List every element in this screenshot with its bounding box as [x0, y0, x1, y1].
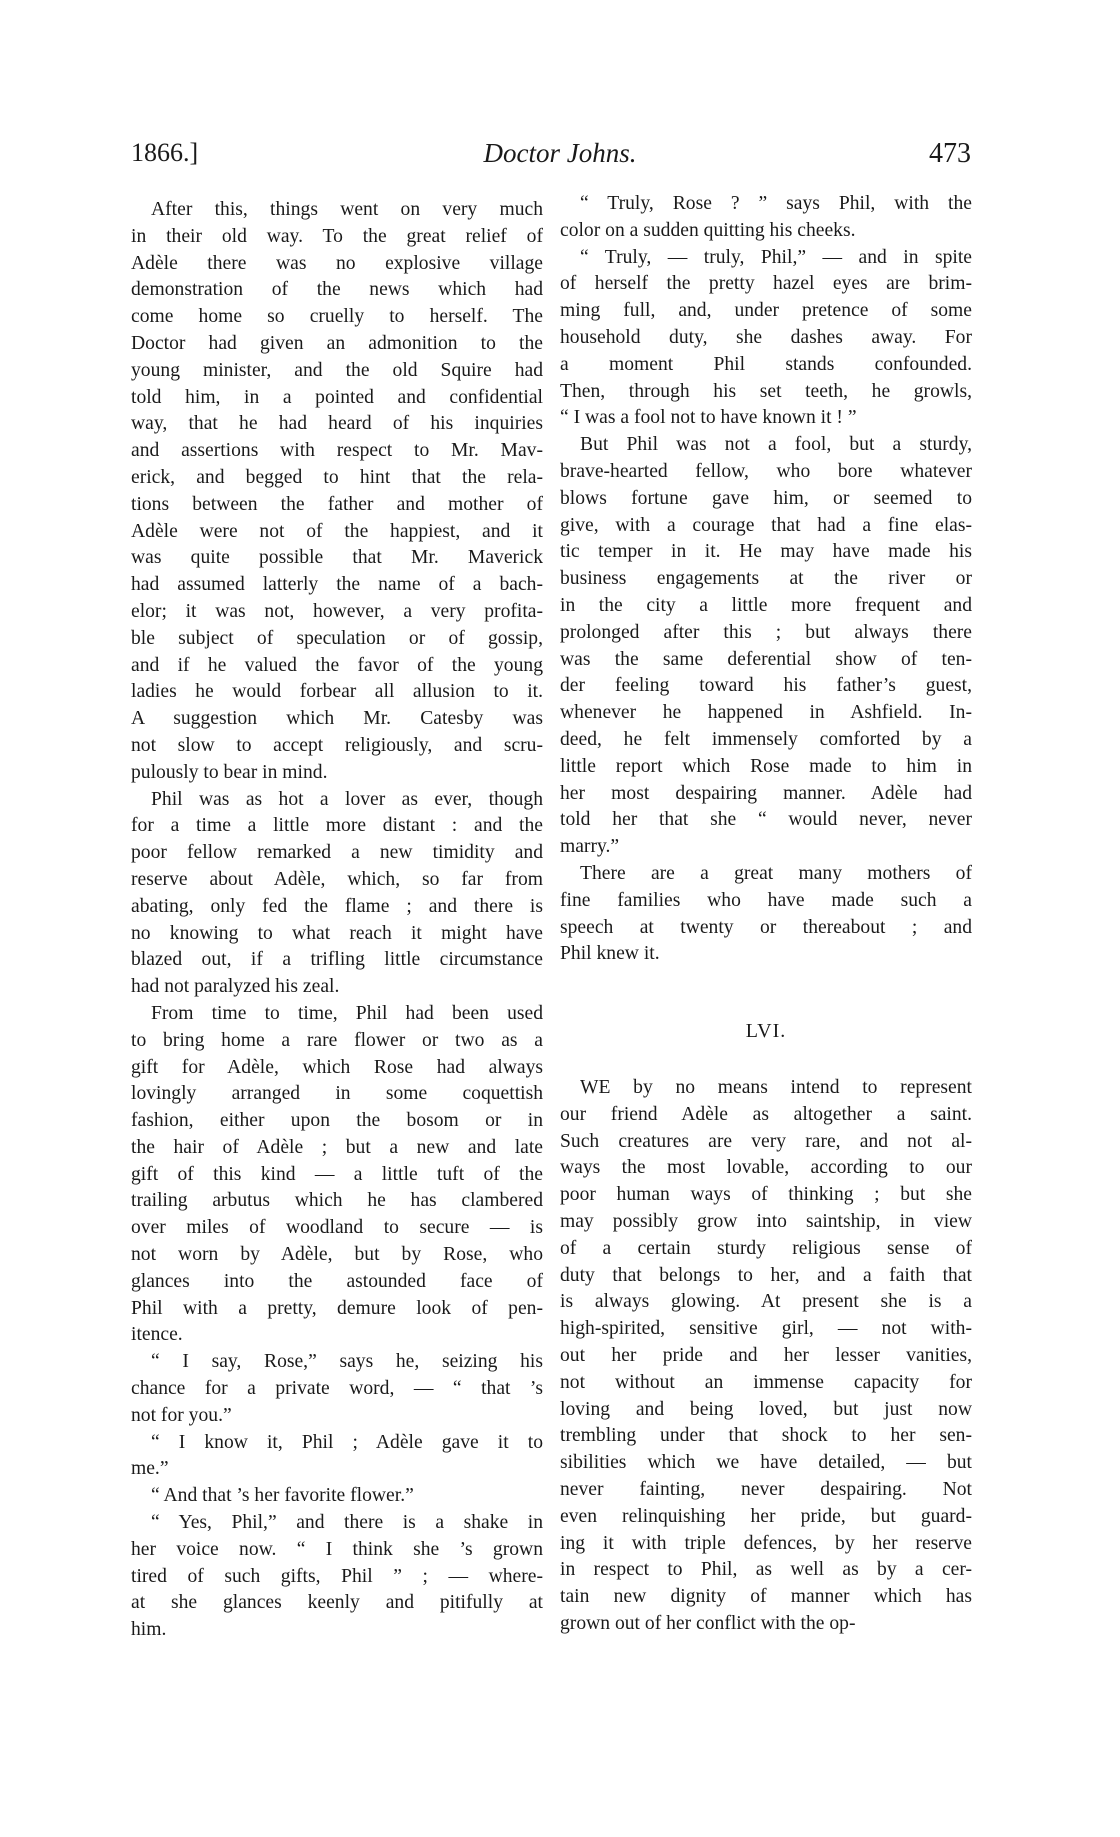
text-line: gift for Adèle, which Rose had always	[131, 1056, 543, 1078]
text-line: not for you.”	[131, 1404, 232, 1426]
text-line: blows fortune gave him, or seemed to	[560, 487, 972, 509]
text-line: ble subject of speculation or of gossip,	[131, 627, 543, 649]
text-line: der feeling toward his father’s guest,	[560, 675, 972, 697]
text-line: abating, only fed the flame ; and there is	[131, 895, 543, 917]
text-line: “ Truly, Rose ? ” says Phil, with the	[580, 193, 972, 214]
text-line: not without an immense capacity for	[560, 1371, 972, 1393]
text-line: her voice now. “ I think she ’s grown	[131, 1538, 543, 1560]
text-line: Phil was as hot a lover as ever, though	[151, 788, 543, 810]
text-line: and if he valued the favor of the young	[131, 654, 543, 676]
text-line: no knowing to what reach it might have	[131, 922, 543, 944]
text-line: at she glances keenly and pitifully at	[131, 1592, 543, 1614]
paragraph	[560, 245, 972, 433]
text-line: come home so cruelly to herself. The	[131, 306, 543, 328]
text-line: Phil knew it.	[560, 943, 660, 965]
text-line: loving and being loved, but just now	[560, 1398, 972, 1420]
text-line: “ I say, Rose,” says he, seizing his	[151, 1351, 543, 1373]
text-line: Doctor had given an admonition to the	[131, 332, 543, 354]
paragraph	[560, 432, 972, 861]
right-column-lower	[560, 1075, 972, 1638]
text-line: “ I know it, Phil ; Adèle gave it to	[151, 1431, 543, 1453]
running-head-date: 1866.]	[131, 138, 199, 167]
paragraph	[131, 1430, 543, 1484]
text-line: Adèle there was no explosive village	[131, 252, 543, 274]
text-line: him.	[131, 1619, 167, 1641]
text-line: trailing arbutus which he has clambered	[131, 1190, 543, 1212]
text-line: household duty, she dashes away. For	[560, 326, 972, 348]
text-line: tired of such gifts, Phil ” ; — where-	[131, 1565, 543, 1587]
text-line: may possibly grow into saintship, in view	[560, 1210, 972, 1232]
text-line: tic temper in it. He may have made his	[560, 541, 972, 563]
text-line: for a time a little more distant : and the	[131, 815, 543, 837]
text-line: After this, things went on very much	[151, 199, 543, 220]
text-line: out her pride and her lesser vanities,	[560, 1344, 972, 1366]
text-line: From time to time, Phil had been used	[151, 1002, 543, 1024]
text-line: lovingly arranged in some coquettish	[131, 1083, 543, 1105]
paragraph	[560, 861, 972, 968]
text-line: grown out of her conflict with the op-	[560, 1612, 856, 1634]
text-line: had not paralyzed his zeal.	[131, 976, 340, 998]
left-column	[131, 197, 543, 1644]
text-line: is always glowing. At present she is a	[560, 1291, 972, 1313]
text-line: never fainting, never despairing. Not	[560, 1478, 972, 1500]
text-line: in respect to Phil, as well as by a cer-	[560, 1559, 972, 1581]
text-line: of herself the pretty hazel eyes are brim-	[560, 273, 972, 295]
page-number: 473	[929, 138, 971, 169]
text-line: poor fellow remarked a new timidity and	[131, 842, 543, 864]
paragraph	[131, 787, 543, 1001]
text-line: “ I was a fool not to have known it ! ”	[560, 407, 857, 429]
text-line: tions between the father and mother of	[131, 493, 543, 515]
text-line: ladies he would forbear all allusion to it.	[131, 681, 543, 703]
text-line: “ Yes, Phil,” and there is a shake in	[151, 1512, 543, 1534]
running-head-title: Doctor Johns.	[483, 138, 637, 168]
text-line: Adèle were not of the happiest, and it	[131, 520, 543, 542]
text-line: in their old way. To the great relief of	[131, 225, 543, 247]
chapter-heading: LVI.	[745, 1020, 787, 1042]
text-line: ways the most lovable, according to our	[560, 1157, 972, 1179]
paragraph	[560, 1075, 972, 1638]
text-line: brave-hearted fellow, who bore whatever	[560, 460, 972, 482]
text-line: fine families who have made such a	[560, 889, 972, 911]
text-line: ing it with triple defences, by her reserve	[560, 1532, 972, 1554]
text-line: was quite possible that Mr. Maverick	[131, 547, 543, 569]
text-line: sibilities which we have detailed, — but	[560, 1452, 972, 1474]
text-line: reserve about Adèle, which, so far from	[131, 868, 543, 890]
text-line: to bring home a rare flower or two as a	[131, 1029, 543, 1051]
text-line: me.”	[131, 1458, 169, 1480]
text-line: not slow to accept religiously, and scru-	[131, 734, 543, 756]
text-line: blazed out, if a trifling little circumstance	[131, 949, 543, 971]
text-line: way, that he had heard of his inquiries	[131, 413, 543, 435]
text-line: her most despairing manner. Adèle had	[560, 782, 972, 804]
text-line: told her that she “ would never, never	[560, 809, 972, 831]
text-line: There are a great many mothers of	[580, 862, 972, 884]
text-line: “ Truly, — truly, Phil,” — and in spite	[580, 246, 972, 268]
text-line: speech at twenty or thereabout ; and	[560, 916, 972, 938]
text-line: fashion, either upon the bosom or in	[131, 1110, 543, 1132]
text-line: whenever he happened in Ashfield. In-	[560, 702, 972, 724]
text-line: itence.	[131, 1324, 183, 1346]
text-line: little report which Rose made to him in	[560, 755, 972, 777]
paragraph	[131, 1349, 543, 1429]
text-line: marry.”	[560, 836, 620, 858]
text-line: glances into the astounded face of	[131, 1270, 543, 1292]
text-line: deed, he felt immensely comforted by a	[560, 728, 972, 750]
paragraph	[131, 1001, 543, 1349]
text-line: demonstration of the news which had	[131, 279, 543, 301]
text-line: of a certain sturdy religious sense of	[560, 1237, 972, 1259]
text-line: was the same deferential show of ten-	[560, 648, 972, 670]
text-line: high-spirited, sensitive girl, — not with-	[560, 1318, 972, 1340]
text-line: had assumed latterly the name of a bach-	[131, 574, 543, 596]
text-line: elor; it was not, however, a very profita-	[131, 600, 543, 622]
right-column-upper	[560, 191, 972, 968]
paragraph	[131, 197, 543, 787]
paragraph	[131, 1483, 543, 1510]
text-line: the hair of Adèle ; but a new and late	[131, 1136, 543, 1158]
text-line: even relinquishing her pride, but guard-	[560, 1505, 972, 1527]
text-line: our friend Adèle as altogether a saint.	[560, 1103, 972, 1125]
text-line: told him, in a pointed and confidential	[131, 386, 543, 408]
text-line: trembling under that shock to her sen-	[560, 1425, 972, 1447]
text-line: in the city a little more frequent and	[560, 594, 972, 616]
text-line: gift of this kind — a little tuft of the	[131, 1163, 543, 1185]
text-line: business engagements at the river or	[560, 568, 972, 590]
paragraph	[560, 191, 972, 245]
text-line: Such creatures are very rare, and not al-	[560, 1130, 972, 1152]
text-line: not worn by Adèle, but by Rose, who	[131, 1244, 543, 1266]
text-line: tain new dignity of manner which has	[560, 1586, 972, 1608]
text-line: a moment Phil stands confounded.	[560, 353, 972, 375]
paragraph	[131, 1510, 543, 1644]
text-line: over miles of woodland to secure — is	[131, 1217, 543, 1239]
text-line: poor human ways of thinking ; but she	[560, 1184, 972, 1206]
text-line: chance for a private word, — “ that ’s	[131, 1378, 543, 1400]
text-line: duty that belongs to her, and a faith that	[560, 1264, 972, 1286]
text-line: pulously to bear in mind.	[131, 761, 328, 783]
text-line: prolonged after this ; but always there	[560, 621, 972, 643]
text-line: color on a sudden quitting his cheeks.	[560, 219, 856, 241]
text-line: But Phil was not a fool, but a sturdy,	[580, 434, 972, 456]
text-line: give, with a courage that had a fine elas-	[560, 514, 972, 536]
text-line: “ And that ’s her favorite flower.”	[151, 1485, 414, 1507]
text-line: Phil with a pretty, demure look of pen-	[131, 1297, 543, 1319]
text-line: Then, through his set teeth, he growls,	[560, 380, 972, 402]
text-line: ming full, and, under pretence of some	[560, 300, 972, 322]
text-line: WE by no means intend to represent	[580, 1077, 972, 1098]
text-line: young minister, and the old Squire had	[131, 359, 543, 381]
text-line: and assertions with respect to Mr. Mav-	[131, 440, 543, 462]
text-line: erick, and begged to hint that the rela-	[131, 466, 543, 488]
text-line: A suggestion which Mr. Catesby was	[131, 708, 543, 730]
